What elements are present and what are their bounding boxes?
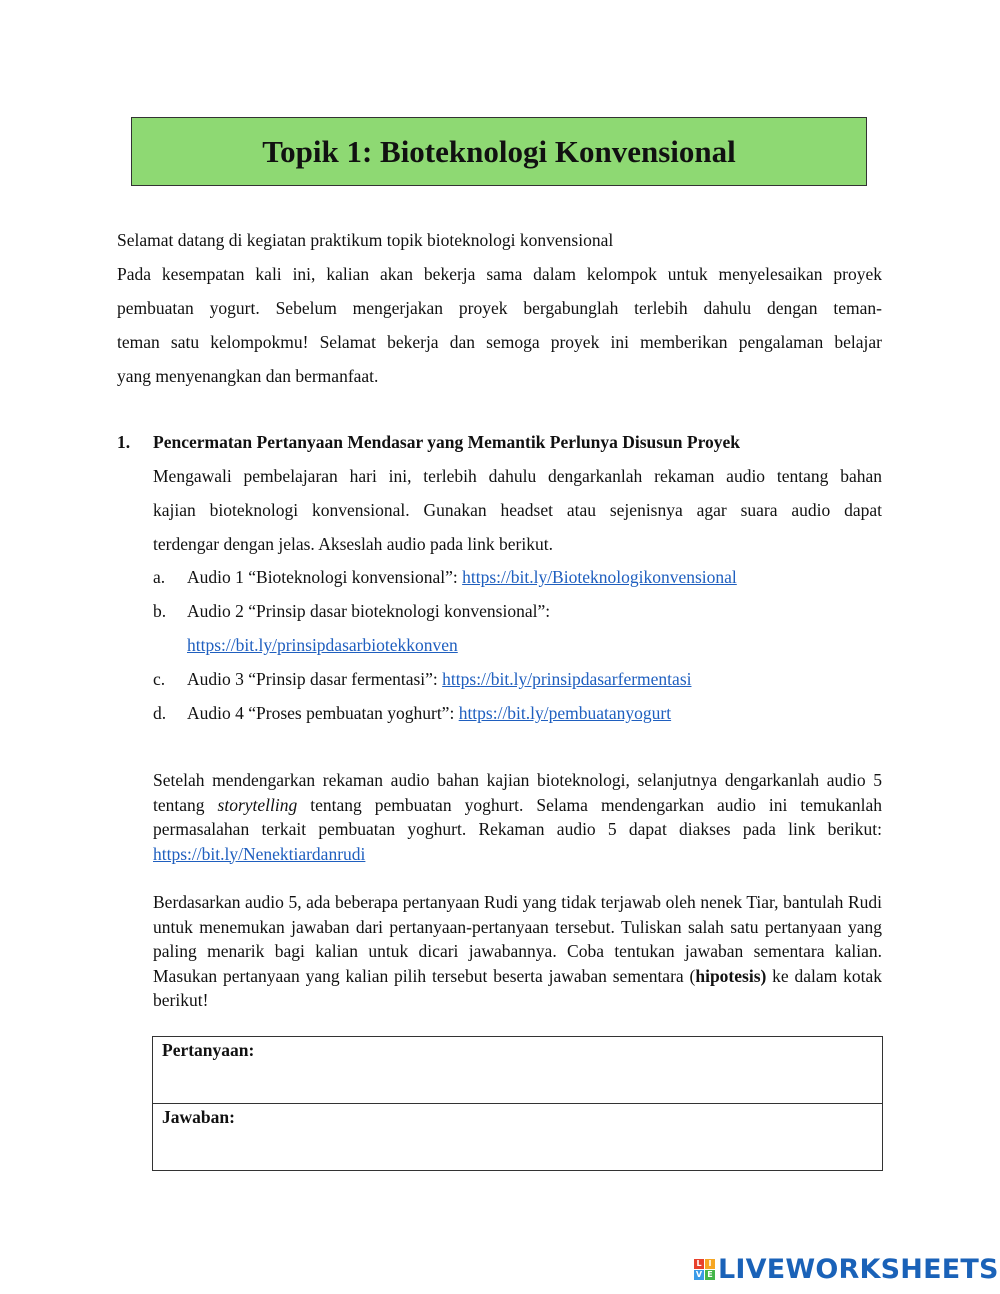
- title-box: [131, 117, 867, 186]
- intro-paragraph: [117, 223, 882, 393]
- audio-5-link[interactable]: https://bit.ly/Nenektiardanrudi: [153, 843, 366, 864]
- audio-4-link[interactable]: https://bit.ly/pembuatanyogurt: [458, 703, 672, 723]
- audio-list: [153, 560, 882, 730]
- list-marker: d.: [153, 703, 167, 723]
- intro-line: pembuatan yogurt. Sebelum mengerjakan proyek bergabunglah terlebih dahulu dengan teman-: [117, 298, 882, 318]
- logo-mark-letter: V: [695, 1269, 703, 1279]
- question-cell[interactable]: [153, 1037, 883, 1104]
- paragraph-bold: hipotesis): [695, 965, 767, 986]
- table-row: [153, 1037, 883, 1104]
- answer-cell[interactable]: [153, 1104, 883, 1171]
- section-body: [153, 459, 882, 561]
- audio-label: Audio 1 “Bioteknologi konvensional”:: [187, 567, 463, 587]
- section-body-line: Mengawali pembelajaran hari ini, terlebih dahulu dengarkanlah rekaman audio tentang bahan: [153, 466, 882, 486]
- list-item: [153, 594, 882, 662]
- paragraph-text: tentang pembuatan yoghurt. Selama mendengarkan audio ini temukanlah permasalahan terkait pembuatan yoghurt. Rekaman audio 5 dapat diakses pada link berikut:: [153, 794, 882, 839]
- intro-line: Selamat datang di kegiatan praktikum topik bioteknologi konvensional: [117, 230, 614, 250]
- logo-mark-letter: I: [705, 1259, 715, 1269]
- instruction-paragraph: [153, 890, 882, 1013]
- paragraph-text: ke dalam kotak berikut!: [153, 965, 882, 1010]
- section-body-line: kajian bioteknologi konvensional. Gunakan headset atau sejenisnya agar suara audio dapat: [153, 500, 882, 520]
- section-title: Pencermatan Pertanyaan Mendasar yang Memantik Perlunya Disusun Proyek: [153, 432, 741, 452]
- answer-label: Jawaban:: [162, 1107, 235, 1127]
- paragraph-text: Setelah mendengarkan rekaman audio bahan kajian bioteknologi, selanjutnya dengarkanlah audio 5 tentang: [153, 770, 882, 815]
- question-label: Pertanyaan:: [162, 1040, 255, 1060]
- logo-mark-letter: E: [705, 1270, 715, 1280]
- audio-label: Audio 3 “Prinsip dasar fermentasi”:: [187, 669, 443, 689]
- audio-2-link[interactable]: https://bit.ly/prinsipdasarbiotekkonven: [187, 635, 458, 655]
- section-heading: [117, 425, 882, 459]
- page-title: Topik 1: Bioteknologi Konvensional: [262, 133, 736, 169]
- intro-line: yang menyenangkan dan bermanfaat.: [117, 366, 379, 386]
- intro-line: Pada kesempatan kali ini, kalian akan bekerja sama dalam kelompok untuk menyelesaikan proyek: [117, 264, 882, 284]
- paragraph-italic: storytelling: [217, 794, 298, 815]
- answer-box: [152, 1036, 883, 1171]
- storytelling-paragraph: [153, 768, 882, 866]
- liveworksheets-logo: [694, 1253, 999, 1285]
- table-row: [153, 1104, 883, 1171]
- intro-line: teman satu kelompokmu! Selamat bekerja dan semoga proyek ini memberikan pengalaman belajar: [117, 332, 882, 352]
- logo-mark-icon: [694, 1259, 715, 1280]
- paragraph-text: Berdasarkan audio 5, ada beberapa pertanyaan Rudi yang tidak terjawab oleh nenek Tiar, bantulah Rudi untuk menemukan jawaban dari pertanyaan-pertanyaan tersebut. Tuliskan salah satu pertanyaan yang paling menarik bagi kalian untuk dicari jawabannya. Coba tentukan jawaban sementara kalian. Masukan pertanyaan yang kalian pilih tersebut beserta jawaban sementara (: [153, 892, 882, 986]
- list-marker: b.: [153, 601, 167, 621]
- audio-3-link[interactable]: https://bit.ly/prinsipdasarfermentasi: [442, 669, 692, 689]
- audio-label: Audio 2 “Prinsip dasar bioteknologi konvensional”:: [187, 601, 551, 621]
- section-number: 1.: [117, 432, 131, 452]
- list-item: [153, 696, 882, 730]
- list-marker: a.: [153, 567, 166, 587]
- list-item: [153, 662, 882, 696]
- list-item: [153, 560, 882, 594]
- audio-label: Audio 4 “Proses pembuatan yoghurt”:: [187, 703, 459, 723]
- list-marker: c.: [153, 669, 166, 689]
- audio-1-link[interactable]: https://bit.ly/Bioteknologikonvensional: [462, 567, 737, 587]
- logo-mark-letter: L: [694, 1259, 704, 1269]
- section-body-line: terdengar dengan jelas. Akseslah audio pada link berikut.: [153, 534, 553, 554]
- logo-text: LIVEWORKSHEETS: [718, 1253, 999, 1285]
